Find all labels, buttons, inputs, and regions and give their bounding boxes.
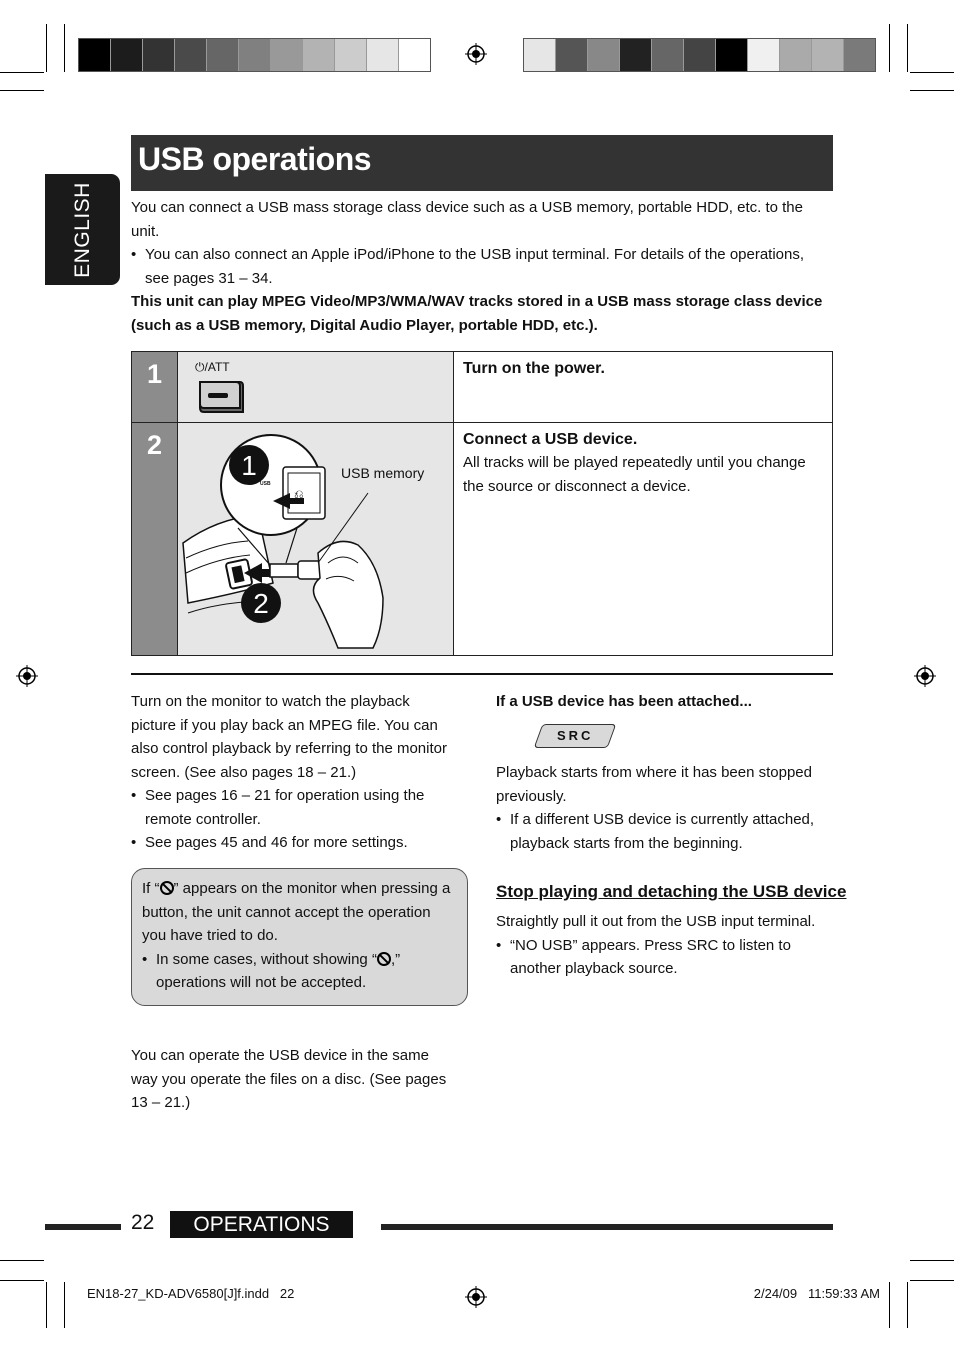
step-image — [177, 423, 454, 655]
note-bullet-start: In some cases, without showing “ — [156, 950, 377, 968]
intro — [131, 196, 821, 290]
src-label: SRC — [556, 728, 594, 743]
usb-port-label: USB — [260, 481, 271, 487]
note-text-end: ” appears on the monitor when pressing a button, the unit cannot accept the operation you have tried to do. — [142, 880, 451, 944]
step-heading: Turn on the power. — [463, 360, 605, 377]
bullet-item: • “NO USB” appears. Press SRC to listen to another playback source. — [496, 934, 816, 981]
svg-text:⎌: ⎌ — [294, 487, 304, 501]
prohibited-icon — [160, 881, 174, 895]
language-label: ENGLISH — [70, 181, 94, 278]
crop-mark — [907, 1282, 908, 1328]
registration-mark-icon — [465, 43, 487, 65]
language-tab — [45, 174, 120, 285]
crop-mark — [910, 1260, 954, 1261]
steps-table — [131, 351, 833, 656]
file-slug: EN18-27_KD-ADV6580[J]f.indd 22 — [87, 1286, 295, 1301]
stop-text: Straightly pull it out from the USB input terminal. — [496, 913, 816, 930]
note-text-start: If “ — [142, 880, 160, 897]
crop-mark — [46, 1282, 47, 1328]
crop-mark — [0, 90, 44, 91]
footer-bar — [381, 1224, 833, 1230]
crop-mark — [64, 24, 65, 72]
step-heading: Connect a USB device. — [463, 431, 638, 448]
title-bar — [131, 135, 833, 191]
usb-memory-label: USB memory — [341, 465, 425, 481]
step-text — [455, 423, 833, 655]
page-title: USB operations — [138, 141, 372, 177]
left-column — [131, 690, 456, 855]
disc-operation-text — [131, 1044, 456, 1115]
crop-mark — [0, 1280, 44, 1281]
power-att-label: ⏻/ATT — [195, 360, 230, 374]
crop-mark — [0, 72, 44, 73]
color-bar-right — [523, 38, 876, 72]
prohibited-icon — [377, 952, 391, 966]
playback-text: Playback starts from where it has been stopped previously. — [496, 764, 812, 805]
crop-mark — [910, 72, 954, 73]
color-bar-left — [78, 38, 431, 72]
registration-mark-icon — [465, 1286, 487, 1308]
svg-text:2: 2 — [253, 588, 269, 619]
bullet-item: • If a different USB device is currently attached, playback starts from the beginning. — [496, 808, 816, 855]
bullet-item: • See pages 16 – 21 for operation using the remote controller. — [131, 784, 456, 831]
note-box — [131, 868, 468, 1006]
crop-mark — [46, 24, 47, 72]
bold-note-text: This unit can play MPEG Video/MP3/WMA/WAV tracks stored in a USB mass storage class device (such as a USB memory, Digital Audio Player, portable HDD, etc.). — [131, 293, 823, 334]
section-rule — [131, 673, 833, 675]
note-bullet-end: ,” operations will not be accepted. — [156, 950, 401, 991]
registration-mark-icon — [914, 665, 936, 687]
bullet-item: • See pages 45 and 46 for more settings. — [131, 831, 456, 855]
page-number: 22 — [131, 1211, 155, 1234]
step-image — [177, 352, 454, 422]
bold-note — [131, 290, 831, 337]
step-number: 2 — [132, 423, 177, 655]
monitor-text: Turn on the monitor to watch the playback picture if you play back an MPEG file. You can also control playback by referring to the monitor screen. (See also pages 18 – 21.) — [131, 693, 447, 781]
crop-mark — [910, 90, 954, 91]
date-slug: 2/24/09 11:59:33 AM — [753, 1286, 880, 1301]
crop-mark — [64, 1282, 65, 1328]
right-column — [496, 761, 816, 855]
stop-heading: Stop playing and detaching the USB device — [496, 882, 847, 901]
step-text — [455, 352, 833, 422]
intro-text: You can connect a USB mass storage class device such as a USB memory, portable HDD, etc. to the unit. — [131, 199, 803, 240]
power-button-icon — [196, 378, 246, 416]
disc-operation-paragraph: You can operate the USB device in the same way you operate the files on a disc. (See pages 13 – 21.) — [131, 1047, 447, 1111]
attached-heading: If a USB device has been attached... — [496, 693, 752, 710]
stop-section — [496, 910, 816, 981]
crop-mark — [910, 1280, 954, 1281]
svg-text:1: 1 — [241, 450, 257, 481]
crop-mark — [889, 24, 890, 72]
registration-mark-icon — [16, 665, 38, 687]
crop-mark — [889, 1282, 890, 1328]
footer-bar — [45, 1224, 121, 1230]
src-button — [534, 724, 617, 748]
step-number: 1 — [132, 352, 177, 422]
usb-connection-illustration — [178, 423, 453, 655]
crop-mark — [907, 24, 908, 72]
step-description: All tracks will be played repeatedly until you change the source or disconnect a device. — [463, 454, 806, 495]
section-tab: OPERATIONS — [170, 1211, 353, 1238]
crop-mark — [0, 1260, 44, 1261]
intro-bullet: • You can also connect an Apple iPod/iPhone to the USB input terminal. For details of the operations, see pages 31 – 34. — [131, 243, 821, 290]
